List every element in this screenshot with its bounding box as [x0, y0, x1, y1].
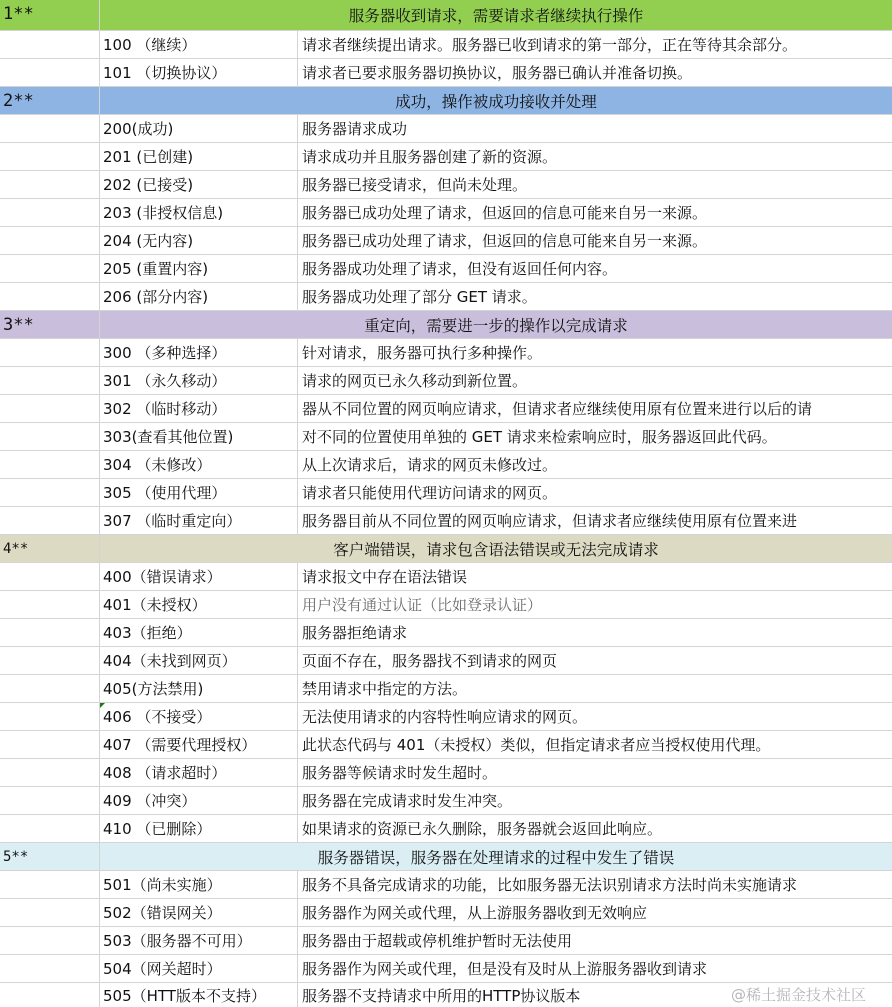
- table-row: [0, 675, 892, 703]
- empty-cell[interactable]: [0, 591, 100, 618]
- table-row: [0, 647, 892, 675]
- table-row: [0, 955, 892, 983]
- description-cell[interactable]: 请求者继续提出请求。服务器已收到请求的第一部分，正在等待其余部分。: [302, 36, 798, 54]
- description-cell[interactable]: 器从不同位置的网页响应请求，但请求者应继续使用原有位置来进行以后的请: [302, 400, 813, 418]
- status-code-cell[interactable]: 502（错误网关）: [100, 899, 298, 926]
- empty-cell[interactable]: [0, 955, 100, 982]
- table-row: [0, 171, 892, 199]
- empty-cell[interactable]: [0, 339, 100, 366]
- description-cell[interactable]: 服务器目前从不同位置的网页响应请求，但请求者应继续使用原有位置来进: [302, 512, 798, 530]
- description-cell[interactable]: 服务器成功处理了请求，但没有返回任何内容。: [302, 260, 618, 278]
- description-cell[interactable]: 服务器等候请求时发生超时。: [302, 764, 498, 782]
- status-code-cell[interactable]: 503（服务器不可用）: [100, 927, 298, 954]
- status-code-cell[interactable]: 100 （继续）: [100, 31, 298, 58]
- description-cell[interactable]: 服务器作为网关或代理，但是没有及时从上游服务器收到请求: [302, 960, 708, 978]
- empty-cell[interactable]: [0, 255, 100, 282]
- table-row: [0, 31, 892, 59]
- description-cell[interactable]: 页面不存在，服务器找不到请求的网页: [302, 652, 558, 670]
- table-row: [0, 871, 892, 899]
- description-cell[interactable]: 请求者只能使用代理访问请求的网页。: [302, 484, 558, 502]
- status-code-cell[interactable]: 202 (已接受): [100, 171, 298, 198]
- status-code-cell[interactable]: 201 (已创建): [100, 143, 298, 170]
- empty-cell[interactable]: [0, 703, 100, 730]
- status-code-cell[interactable]: 304 （未修改）: [100, 451, 298, 478]
- description-cell[interactable]: 针对请求，服务器可执行多种操作。: [302, 344, 543, 362]
- description-cell[interactable]: 请求报文中存在语法错误: [302, 568, 468, 586]
- table-row: [0, 759, 892, 787]
- status-code-cell[interactable]: 203 (非授权信息): [100, 199, 298, 226]
- status-code-cell[interactable]: 401（未授权）: [100, 591, 298, 618]
- empty-cell[interactable]: [0, 563, 100, 590]
- empty-cell[interactable]: [0, 815, 100, 842]
- empty-cell[interactable]: [0, 171, 100, 198]
- group-header-row: [0, 0, 892, 31]
- description-cell[interactable]: 此状态代码与 401（未授权）类似，但指定请求者应当授权使用代理。: [302, 736, 771, 754]
- description-cell[interactable]: 服务器已接受请求，但尚未处理。: [302, 176, 528, 194]
- empty-cell[interactable]: [0, 395, 100, 422]
- description-cell[interactable]: 服务器已成功处理了请求，但返回的信息可能来自另一来源。: [302, 232, 708, 250]
- description-cell[interactable]: 服务不具备完成请求的功能，比如服务器无法识别请求方法时尚未实施请求: [302, 876, 798, 894]
- empty-cell[interactable]: [0, 115, 100, 142]
- empty-cell[interactable]: [0, 899, 100, 926]
- group-title[interactable]: 服务器收到请求，需要请求者继续执行操作: [348, 7, 644, 25]
- group-label[interactable]: 4**: [0, 535, 100, 562]
- empty-cell[interactable]: [0, 283, 100, 310]
- table-row: [0, 563, 892, 591]
- table-row: [0, 507, 892, 535]
- status-code-cell[interactable]: 403（拒绝）: [100, 619, 298, 646]
- empty-cell[interactable]: [0, 451, 100, 478]
- description-cell[interactable]: 服务器请求成功: [302, 120, 408, 138]
- empty-cell[interactable]: [0, 507, 100, 534]
- description-cell[interactable]: 服务器不支持请求中所用的HTTP协议版本: [302, 986, 581, 1005]
- comment-marker-icon: [100, 703, 105, 708]
- status-code-cell[interactable]: 301 （永久移动）: [100, 367, 298, 394]
- empty-cell[interactable]: [0, 143, 100, 170]
- status-code-cell[interactable]: 300 （多种选择）: [100, 339, 298, 366]
- table-row: [0, 815, 892, 843]
- status-code-cell[interactable]: 204 (无内容): [100, 227, 298, 254]
- empty-cell[interactable]: [0, 423, 100, 450]
- group-label[interactable]: 1**: [0, 0, 100, 30]
- description-cell[interactable]: 如果请求的资源已永久删除，服务器就会返回此响应。: [302, 820, 663, 838]
- description-cell[interactable]: 禁用请求中指定的方法。: [302, 680, 468, 698]
- status-code-cell[interactable]: 205 (重置内容): [100, 255, 298, 282]
- status-code-cell[interactable]: 405(方法禁用): [100, 675, 298, 702]
- empty-cell[interactable]: [0, 647, 100, 674]
- status-code-cell[interactable]: 307 （临时重定向）: [100, 507, 298, 534]
- empty-cell[interactable]: [0, 619, 100, 646]
- description-cell[interactable]: 用户没有通过认证（比如登录认证）: [302, 596, 543, 614]
- group-title[interactable]: 成功，操作被成功接收并处理: [395, 92, 597, 111]
- table-row: [0, 703, 892, 731]
- empty-cell[interactable]: [0, 31, 100, 58]
- table-row: [0, 395, 892, 423]
- description-cell[interactable]: 对不同的位置使用单独的 GET 请求来检索响应时，服务器返回此代码。: [302, 428, 777, 446]
- status-code-cell[interactable]: 303(查看其他位置): [100, 423, 298, 450]
- table-row: [0, 983, 892, 1007]
- table-row: [0, 59, 892, 87]
- empty-cell[interactable]: [0, 479, 100, 506]
- status-code-cell[interactable]: 101 （切换协议）: [100, 59, 298, 86]
- status-code-cell[interactable]: 206 (部分内容): [100, 283, 298, 310]
- status-code-cell[interactable]: 408 （请求超时）: [100, 759, 298, 786]
- table-row: [0, 787, 892, 815]
- empty-cell[interactable]: [0, 759, 100, 786]
- status-code-cell[interactable]: 407 （需要代理授权）: [100, 731, 298, 758]
- empty-cell[interactable]: [0, 787, 100, 814]
- description-cell[interactable]: 服务器由于超载或停机维护暂时无法使用: [302, 932, 573, 950]
- group-title[interactable]: 重定向，需要进一步的操作以完成请求: [364, 316, 628, 335]
- watermark: @稀土掘金技术社区: [730, 986, 866, 1004]
- table-row: [0, 255, 892, 283]
- empty-cell[interactable]: [0, 871, 100, 898]
- empty-cell[interactable]: [0, 927, 100, 954]
- table-row: [0, 283, 892, 311]
- group-header-row: [0, 843, 892, 871]
- empty-cell[interactable]: [0, 227, 100, 254]
- status-code-cell[interactable]: 400（错误请求）: [100, 563, 298, 590]
- status-code-cell[interactable]: 504（网关超时）: [100, 955, 298, 982]
- status-code-cell[interactable]: 409 （冲突）: [100, 787, 298, 814]
- table-row: [0, 927, 892, 955]
- empty-cell[interactable]: [0, 731, 100, 758]
- status-code-cell[interactable]: 200(成功): [100, 115, 298, 142]
- status-code-cell[interactable]: 501（尚未实施）: [100, 871, 298, 898]
- table-row: [0, 479, 892, 507]
- description-cell[interactable]: 服务器作为网关或代理，从上游服务器收到无效响应: [302, 904, 648, 922]
- status-code-cell[interactable]: 505（HTT版本不支持）: [100, 983, 298, 1007]
- table-row: [0, 227, 892, 255]
- status-code-cell[interactable]: 305 （使用代理）: [100, 479, 298, 506]
- empty-cell[interactable]: [0, 367, 100, 394]
- status-code-cell[interactable]: 406 （不接受）: [100, 703, 298, 730]
- table-row: [0, 143, 892, 171]
- description-cell[interactable]: 服务器已成功处理了请求，但返回的信息可能来自另一来源。: [302, 204, 708, 222]
- description-cell[interactable]: 服务器在完成请求时发生冲突。: [302, 792, 513, 810]
- table-row: [0, 199, 892, 227]
- group-label[interactable]: 3**: [0, 311, 100, 338]
- status-code-cell[interactable]: 410 （已删除）: [100, 815, 298, 842]
- description-cell[interactable]: 无法使用请求的内容特性响应请求的网页。: [302, 708, 588, 726]
- group-title[interactable]: 客户端错误，请求包含语法错误或无法完成请求: [333, 540, 659, 559]
- group-label[interactable]: 5**: [0, 843, 100, 870]
- group-header-row: [0, 535, 892, 563]
- table-row: [0, 591, 892, 619]
- table-row: [0, 451, 892, 479]
- table-row: [0, 899, 892, 927]
- description-cell[interactable]: 服务器成功处理了部分 GET 请求。: [302, 288, 537, 306]
- table-row: [0, 731, 892, 759]
- status-code-cell[interactable]: 404（未找到网页）: [100, 647, 298, 674]
- description-cell[interactable]: 服务器拒绝请求: [302, 624, 408, 642]
- table-row: [0, 339, 892, 367]
- description-cell[interactable]: 请求的网页已永久移动到新位置。: [302, 372, 528, 390]
- empty-cell[interactable]: [0, 59, 100, 86]
- group-header-row: [0, 87, 892, 115]
- description-cell[interactable]: 从上次请求后，请求的网页未修改过。: [302, 456, 558, 474]
- group-header-row: [0, 311, 892, 339]
- description-cell[interactable]: 请求成功并且服务器创建了新的资源。: [302, 148, 558, 166]
- status-code-cell[interactable]: 302 （临时移动）: [100, 395, 298, 422]
- table-row: [0, 367, 892, 395]
- group-label[interactable]: 2**: [0, 87, 100, 114]
- empty-cell[interactable]: [0, 199, 100, 226]
- table-row: [0, 619, 892, 647]
- empty-cell[interactable]: [0, 983, 100, 1007]
- group-title[interactable]: 服务器错误，服务器在处理请求的过程中发生了错误: [317, 848, 675, 867]
- table-row: [0, 115, 892, 143]
- table-row: [0, 423, 892, 451]
- description-cell[interactable]: 请求者已要求服务器切换协议，服务器已确认并准备切换。: [302, 64, 693, 82]
- empty-cell[interactable]: [0, 675, 100, 702]
